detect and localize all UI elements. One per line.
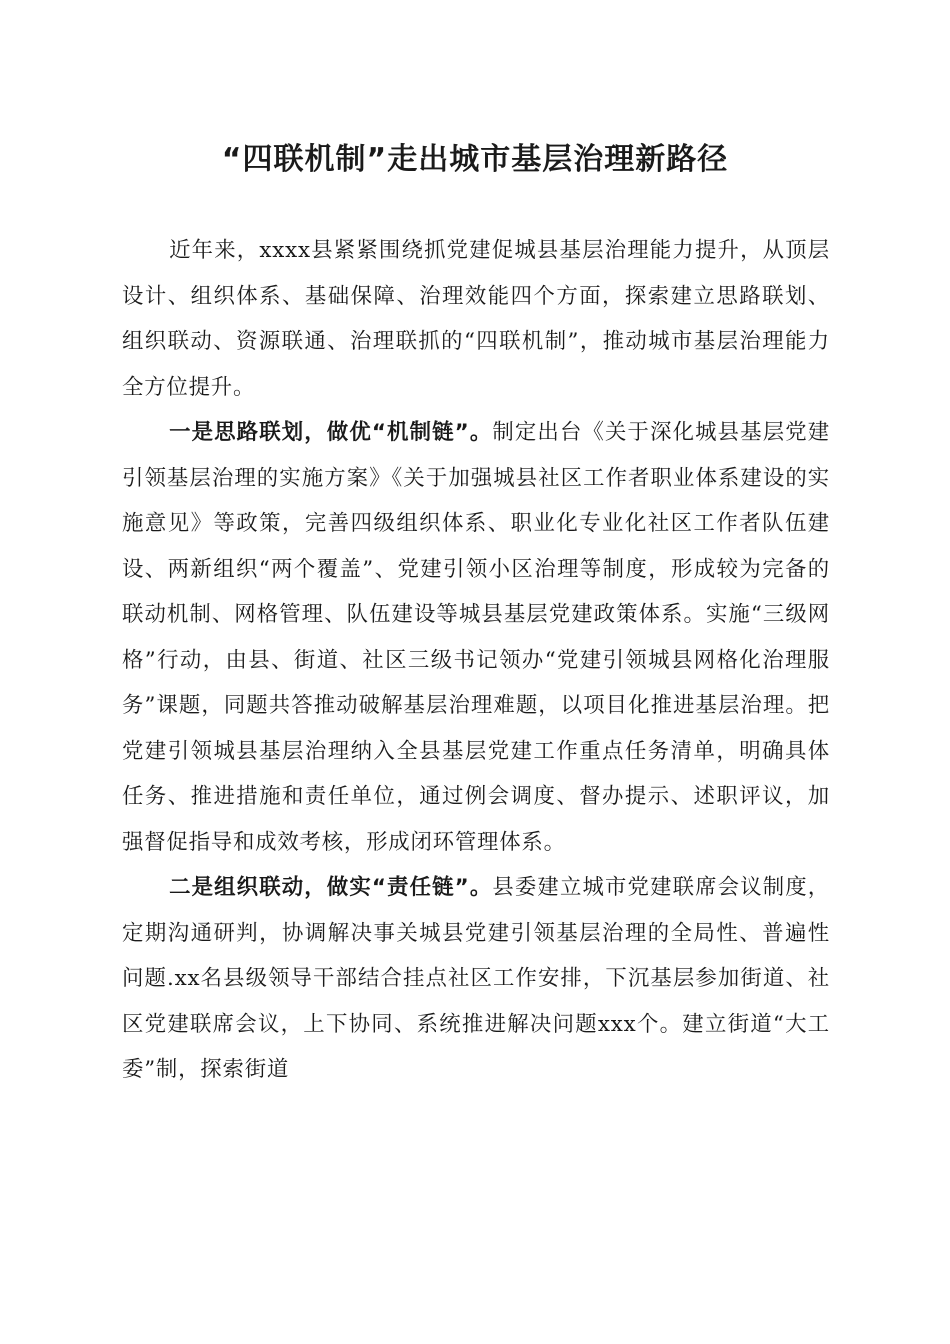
paragraph-section-1: [122, 410, 830, 865]
paragraph-text: 近年来，xxxx县紧紧围绕抓党建促城县基层治理能力提升，从顶层设计、组织体系、基础保障、治理效能四个方面，探索建立思路联划、组织联动、资源联通、治理联抓的“四联机制”，推动城市基层治理能力全方位提升。: [122, 238, 830, 400]
paragraph-text: 制定出台《关于深化城县基层党建引领基层治理的实施方案》《关于加强城县社区工作者职业体系建设的实施意见》等政策，完善四级组织体系、职业化专业化社区工作者队伍建设、两新组织“两个覆盖”、党建引领小区治理等制度，形成较为完备的联动机制、网格管理、队伍建设等城县基层党建政策体系。实施“三级网格”行动，由县、街道、社区三级书记领办“党建引领城县网格化治理服务”课题，同题共答推动破解基层治理难题，以项目化推进基层治理。把党建引领城县基层治理纳入全县基层党建工作重点任务清单，明确具体任务、推进措施和责任单位，通过例会调度、督办提示、述职评议，加强督促指导和成效考核，形成闭环管理体系。: [122, 420, 830, 855]
paragraph-lead: 二是组织联动，做实“责任链”。: [169, 875, 493, 900]
document-title: “四联机制”走出城市基层治理新路径: [221, 142, 729, 177]
document-body: [122, 228, 830, 1093]
paragraph-section-2: [122, 865, 830, 1093]
paragraph-text: 县委建立城市党建联席会议制度，定期沟通研判，协调解决事关城县党建引领基层治理的全局性、普遍性问题.xx名县级领导干部结合挂点社区工作安排，下沉基层参加街道、社区党建联席会议，上下协同、系统推进解决问题xxx个。建立街道“大工委”制，探索街道: [122, 875, 830, 1082]
paragraph-intro: [122, 228, 830, 410]
paragraph-lead: 一是思路联划，做优“机制链”。: [169, 420, 493, 445]
